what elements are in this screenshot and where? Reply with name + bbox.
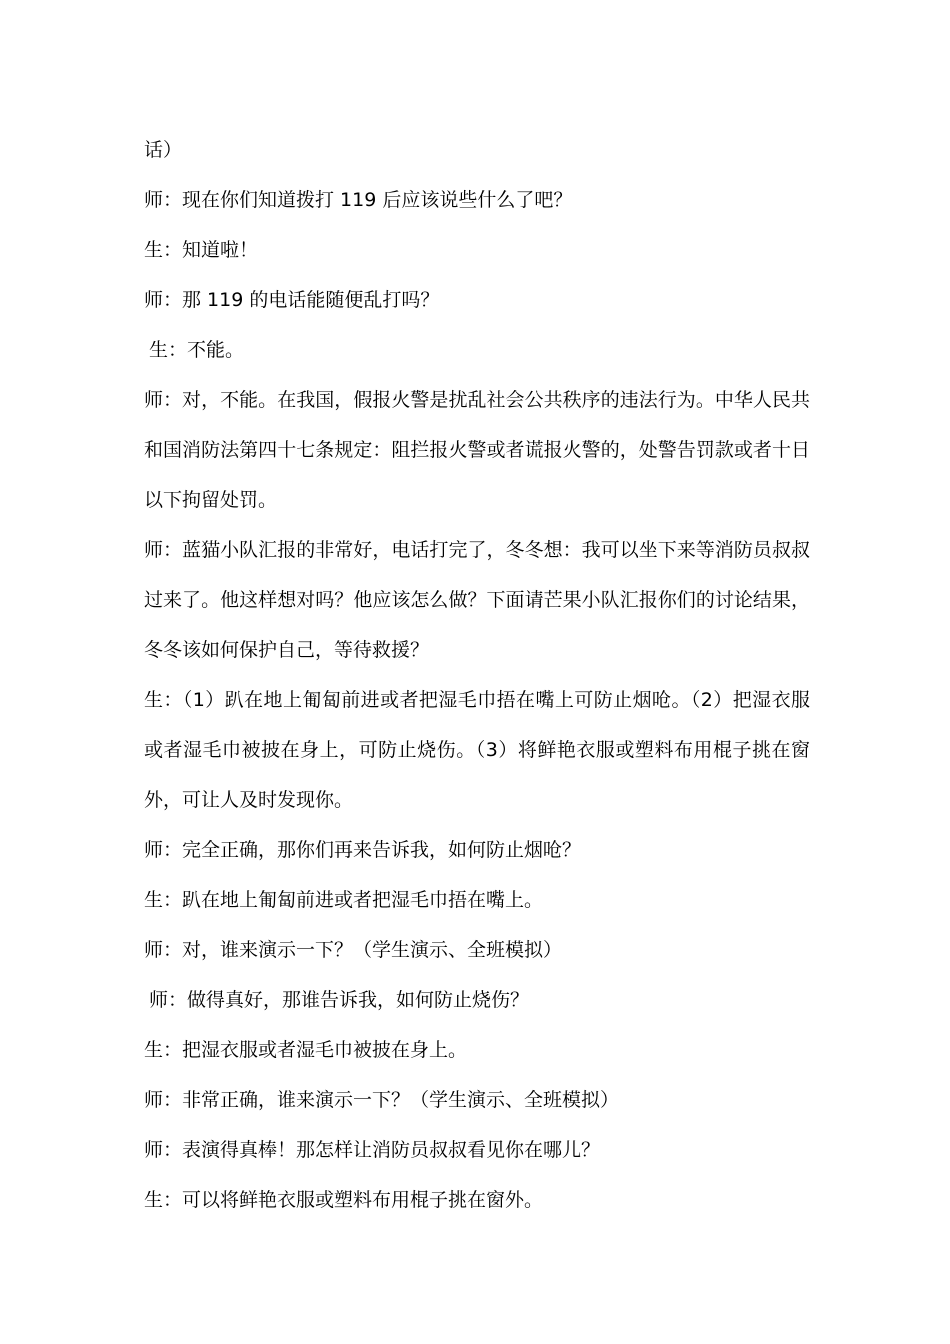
paragraph-student: 生：知道啦！ — [144, 239, 259, 261]
document-body — [144, 125, 810, 1225]
paragraph-teacher: 师：那 119 的电话能随便乱打吗？ — [144, 289, 440, 311]
paragraph-student: 生：趴在地上匍匐前进或者把湿毛巾捂在嘴上。 — [144, 889, 544, 911]
paragraph-continuation: 话） — [144, 139, 183, 161]
paragraph-teacher: 师：做得真好，那谁告诉我，如何防止烧伤？ — [149, 989, 530, 1011]
paragraph-student: 生：（1）趴在地上匍匐前进或者把湿毛巾捂在嘴上可防止烟呛。（2）把湿衣服或者湿毛巾被披在身上，可防止烧伤。（3）将鲜艳衣服或塑料布用棍子挑在窗外，可让人及时发现你。 — [144, 689, 810, 811]
paragraph-teacher: 师：完全正确，那你们再来告诉我，如何防止烟呛？ — [144, 839, 582, 861]
paragraph-student: 生：把湿衣服或者湿毛巾被披在身上。 — [144, 1039, 468, 1061]
paragraph-student: 生：不能。 — [149, 339, 245, 361]
paragraph-teacher: 师：非常正确，谁来演示一下？（学生演示、全班模拟） — [144, 1089, 620, 1111]
paragraph-teacher: 师：表演得真棒！那怎样让消防员叔叔看见你在哪儿？ — [144, 1139, 601, 1161]
paragraph-teacher: 师：对，不能。在我国，假报火警是扰乱社会公共秩序的违法行为。中华人民共和国消防法第四十七条规定：阻拦报火警或者谎报火警的，处警告罚款或者十日以下拘留处罚。 — [144, 389, 810, 511]
paragraph-teacher: 师：现在你们知道拨打 119 后应该说些什么了吧？ — [144, 189, 573, 211]
paragraph-student: 生：可以将鲜艳衣服或塑料布用棍子挑在窗外。 — [144, 1189, 544, 1211]
paragraph-teacher: 师：对，谁来演示一下？（学生演示、全班模拟） — [144, 939, 563, 961]
paragraph-teacher: 师：蓝猫小队汇报的非常好，电话打完了，冬冬想：我可以坐下来等消防员叔叔过来了。他这样想对吗？他应该怎么做？下面请芒果小队汇报你们的讨论结果，冬冬该如何保护自己，等待救援？ — [144, 539, 810, 661]
